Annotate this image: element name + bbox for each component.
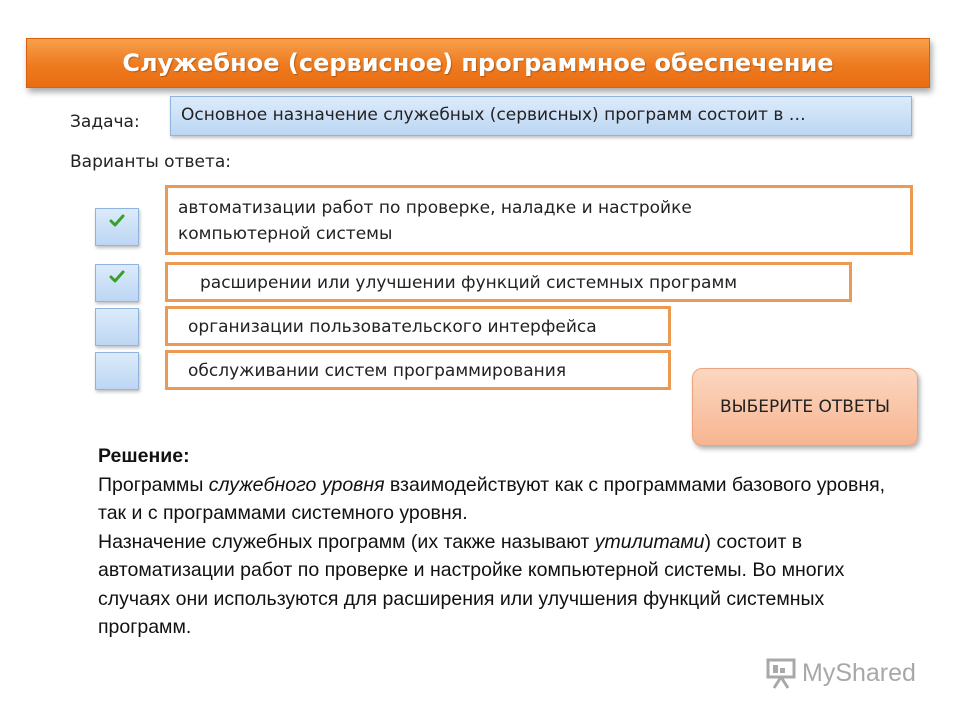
watermark-text: MyShared bbox=[802, 658, 916, 687]
checkmark-icon bbox=[109, 269, 125, 285]
option-1-line-1: автоматизации работ по проверке, наладке и настройке bbox=[178, 198, 692, 218]
select-answers-button[interactable]: ВЫБЕРИТЕ ОТВЕТЫ bbox=[692, 368, 918, 446]
solution-heading: Решение: bbox=[98, 445, 190, 467]
solution-paragraph-2: Назначение служебных программ (их также называют утилитами) состоит в автоматизации работ по проверке и настройке компьютерной системы. Во многих случаях они используются для расширения или улучшения функций системных программ. bbox=[98, 530, 845, 638]
option-2-checkbox[interactable] bbox=[95, 264, 139, 302]
option-2-text: расширении или улучшении функций системных программ bbox=[200, 273, 738, 293]
option-4[interactable] bbox=[165, 350, 671, 390]
solution-paragraph-1: Программы служебного уровня взаимодействуют как с программами базового уровня, так и с программами системного уровня. bbox=[98, 473, 886, 524]
options-label: Варианты ответа: bbox=[70, 152, 232, 172]
option-4-checkbox[interactable] bbox=[95, 352, 139, 390]
task-question: Основное назначение служебных (сервисных) программ состоит в … bbox=[170, 96, 912, 136]
option-1-checkbox[interactable] bbox=[95, 208, 139, 246]
solution-block bbox=[98, 442, 898, 642]
option-1[interactable] bbox=[165, 185, 913, 255]
checkmark-icon bbox=[109, 213, 125, 229]
option-2[interactable] bbox=[165, 262, 852, 302]
option-3-text: организации пользовательского интерфейса bbox=[188, 317, 597, 337]
watermark bbox=[766, 655, 916, 691]
option-4-text: обслуживании систем программирования bbox=[188, 361, 567, 381]
page-title: Служебное (сервисное) программное обеспечение bbox=[26, 38, 930, 88]
task-label: Задача: bbox=[70, 112, 140, 132]
presentation-board-icon bbox=[766, 657, 796, 689]
option-3-checkbox[interactable] bbox=[95, 308, 139, 346]
option-3[interactable] bbox=[165, 306, 671, 346]
option-1-line-2: компьютерной системы bbox=[178, 224, 393, 244]
